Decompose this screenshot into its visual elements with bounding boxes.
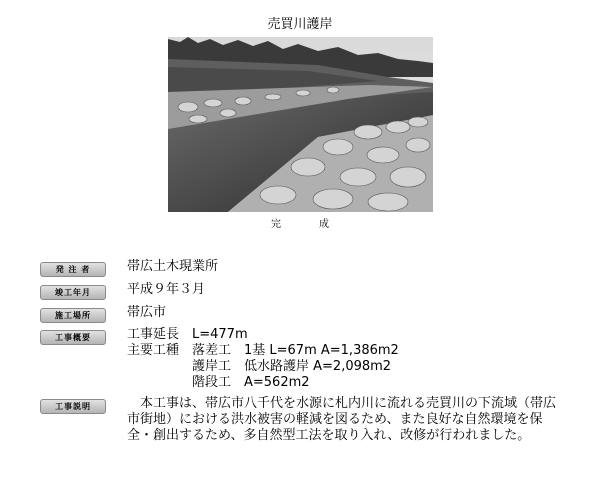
overview-line-main: 主要工種 落差工 1基 L=67m A=1,386m2 — [127, 343, 399, 358]
label-overview: 工事概要 — [40, 330, 106, 345]
overview-line-revetment: 護岸工 低水路護岸 A=2,098m2 — [127, 359, 392, 374]
page-title: 売買川護岸 — [267, 17, 333, 32]
value-location: 帯広市 — [127, 305, 167, 320]
value-client: 帯広土木現業所 — [127, 259, 219, 274]
overview-line-stairs: 階段工 A=562m2 — [127, 375, 310, 390]
value-completion: 平成９年３月 — [127, 282, 206, 297]
label-description: 工事説明 — [40, 399, 106, 414]
label-client: 発 注 者 — [40, 262, 106, 277]
value-description: 本工事は、帯広市八千代を水源に札内川に流れる売買川の下流域（帯広市街地）における洪水被害の軽減を図るため、また良好な自然環境を保全・創出するため、多自然型工法を取り入れ、改修が行われました。 — [127, 396, 557, 443]
river-revetment-photo — [168, 37, 433, 212]
value-overview-length: 工事延長 L=477m — [127, 327, 248, 342]
label-completion: 竣工年月 — [40, 285, 106, 300]
photo-caption: 完 成 — [271, 219, 343, 230]
label-location: 施工場所 — [40, 308, 106, 323]
